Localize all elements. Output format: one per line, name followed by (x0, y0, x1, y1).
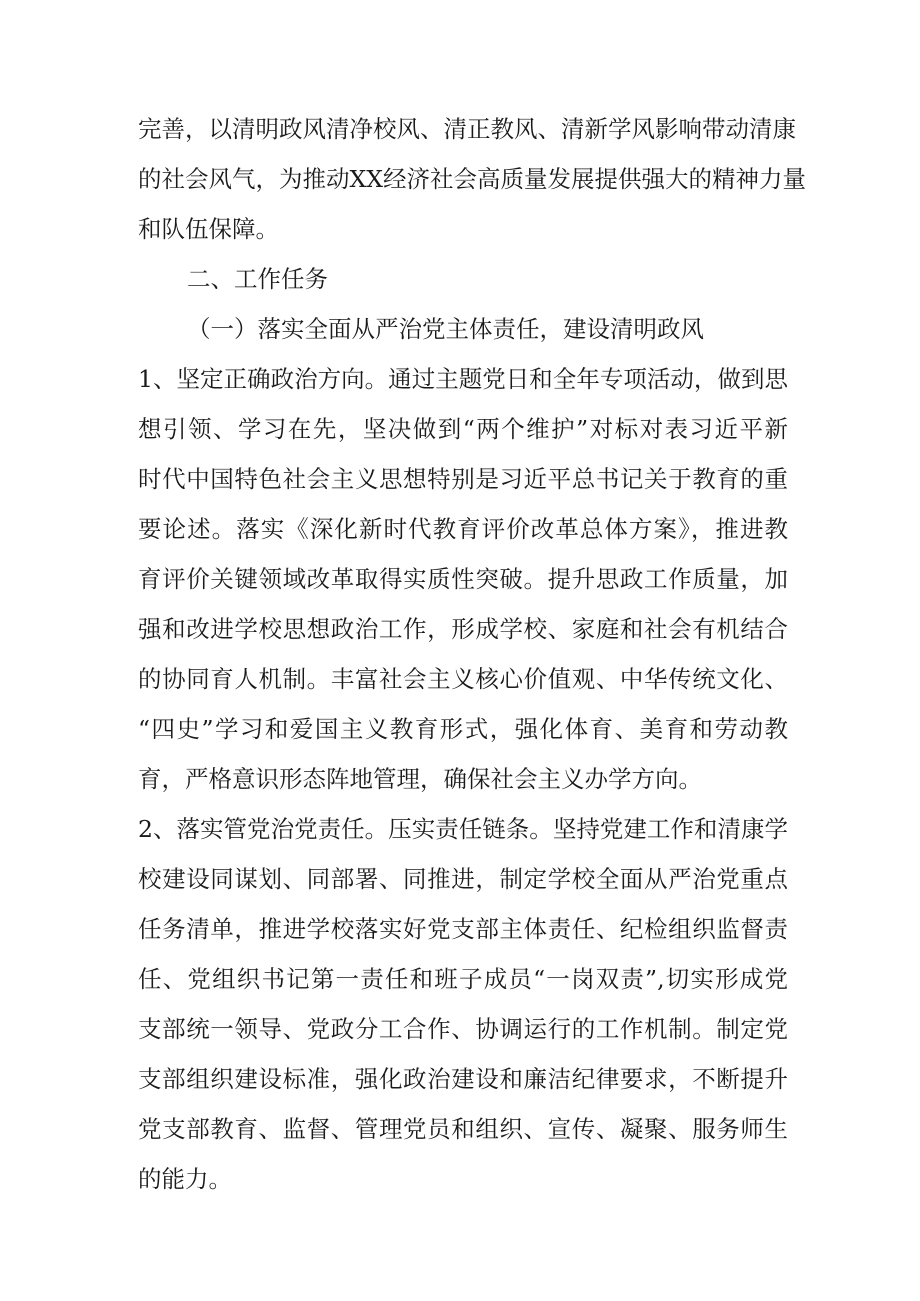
paragraph-line: 校建设同谋划、同部署、同推进，制定学校全面从严治党重点 (138, 865, 788, 893)
paragraph-line: 想引领、学习在先，坚决做到“两个维护”对标对表习近平新 (138, 415, 788, 443)
paragraph-line: 支部组织建设标准，强化政治建设和廉洁纪律要求，不断提升 (138, 1065, 788, 1093)
paragraph-line: 任、党组织书记第一责任和班子成员“一岗双责”,切实形成党 (138, 965, 788, 993)
paragraph-line: 要论述。落实《深化新时代教育评价改革总体方案》，推进教 (138, 515, 788, 543)
paragraph-line: 的协同育人机制。丰富社会主义核心价值观、中华传统文化、 (138, 665, 788, 693)
paragraph-line: 支部统一领导、党政分工合作、协调运行的工作机制。制定党 (138, 1015, 788, 1043)
paragraph-line: 的能力。 (138, 1165, 232, 1193)
paragraph-line: “四史”学习和爱国主义教育形式，强化体育、美育和劳动教 (138, 715, 788, 743)
paragraph-line: 1、坚定正确政治方向。通过主题党日和全年专项活动，做到思 (138, 365, 788, 393)
paragraph-line: 和队伍保障。 (138, 215, 279, 243)
paragraph-line: 的社会风气，为推动XX经济社会高质量发展提供强大的精神力量 (138, 165, 806, 193)
paragraph-line: 任务清单，推进学校落实好党支部主体责任、纪检组织监督责 (138, 915, 788, 943)
paragraph-line: 育评价关键领域改革取得实质性突破。提升思政工作质量，加 (138, 565, 788, 593)
section-heading: 二、工作任务 (187, 265, 328, 293)
subsection-heading: （一）落实全面从严治党主体责任，建设清明政风 (187, 315, 704, 343)
paragraph-line: 完善，以清明政风清净校风、清正教风、清新学风影响带动清康 (138, 115, 796, 143)
paragraph-line: 时代中国特色社会主义思想特别是习近平总书记关于教育的重 (138, 465, 788, 493)
paragraph-line: 育，严格意识形态阵地管理，确保社会主义办学方向。 (138, 765, 702, 793)
paragraph-line: 强和改进学校思想政治工作，形成学校、家庭和社会有机结合 (138, 615, 788, 643)
paragraph-line: 2、落实管党治党责任。压实责任链条。坚持党建工作和清康学 (138, 815, 788, 843)
paragraph-line: 党支部教育、监督、管理党员和组织、宣传、凝聚、服务师生 (138, 1115, 788, 1143)
